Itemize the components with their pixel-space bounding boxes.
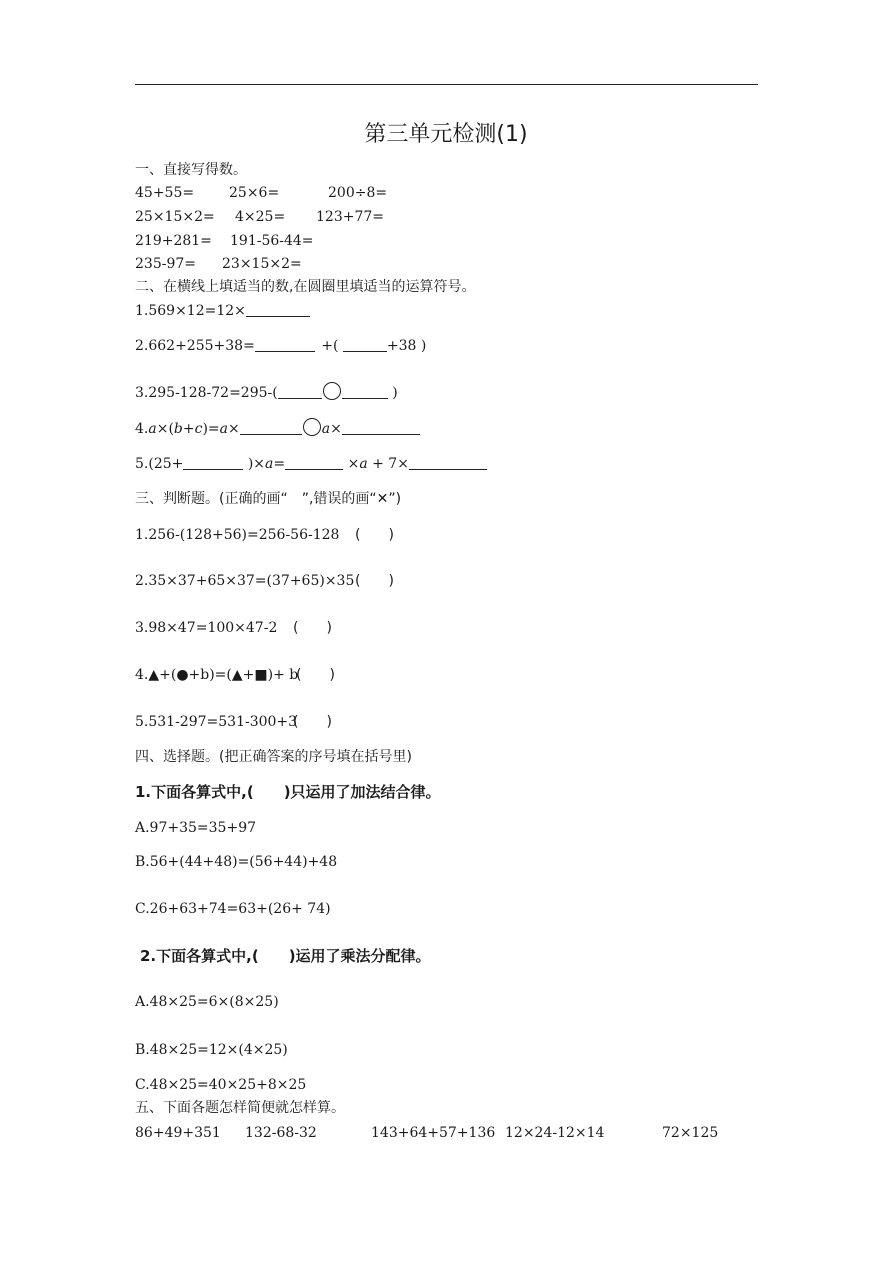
q-text: 2.662+255+38= xyxy=(135,338,255,354)
q-text: × xyxy=(347,456,360,472)
q-text: 4. xyxy=(135,421,149,437)
q-text: + 7× xyxy=(372,456,409,472)
section-1-heading: 一、直接写得数。 xyxy=(135,162,247,178)
s2-question-5 xyxy=(135,455,487,473)
q-text: 1.256-(128+56)=256-56-128 xyxy=(135,527,340,543)
s2-question-1 xyxy=(135,302,310,320)
operator-circle[interactable] xyxy=(323,382,341,400)
answer-blank[interactable] xyxy=(342,384,388,399)
q-text: + xyxy=(182,421,195,437)
s1-item: 4×25= xyxy=(235,209,286,225)
judge-item xyxy=(135,572,354,590)
s1-item: 235-97= xyxy=(135,256,196,272)
answer-paren[interactable]: ( ) xyxy=(355,573,394,589)
calc-item: 132-68-32 xyxy=(245,1125,317,1141)
calc-item: 72×125 xyxy=(662,1125,719,1141)
choice-option[interactable]: C.48×25=40×25+8×25 xyxy=(135,1077,307,1093)
choice-question-2: 2.下面各算式中,( )运用了乘法分配律。 xyxy=(140,947,431,965)
s1-item: 191-56-44= xyxy=(230,233,314,249)
s1-item: 219+281= xyxy=(135,233,212,249)
answer-blank[interactable] xyxy=(343,337,387,352)
q-text: 2.35×37+65×37=(37+65)×35 xyxy=(135,573,355,589)
q-text: 3.295-128-72=295-( xyxy=(135,385,278,401)
answer-blank[interactable] xyxy=(278,384,322,399)
choice-option[interactable]: B.56+(44+48)=(56+44)+48 xyxy=(135,854,338,870)
q-text: )= xyxy=(202,421,220,437)
answer-paren[interactable]: ( ) xyxy=(293,620,332,636)
answer-blank[interactable] xyxy=(240,420,302,435)
s2-question-3 xyxy=(135,382,398,402)
operator-circle[interactable] xyxy=(303,418,321,436)
s2-question-4 xyxy=(135,418,420,438)
s1-item: 200÷8= xyxy=(328,185,388,201)
calc-item: 143+64+57+136 xyxy=(371,1125,496,1141)
section-3-heading: 三、判断题。(正确的画“ ”,错误的画“✕”) xyxy=(135,491,402,507)
answer-paren[interactable]: ( ) xyxy=(355,527,394,543)
variable: b xyxy=(173,421,183,437)
answer-blank[interactable] xyxy=(246,302,310,317)
q-text: 4.▲+(●+b)=(▲+■)+ b xyxy=(135,667,299,683)
s2-question-2 xyxy=(135,337,426,355)
q-text: +( xyxy=(321,338,339,354)
variable: a xyxy=(219,421,229,437)
judge-item xyxy=(135,526,339,544)
judge-item xyxy=(135,713,297,731)
answer-paren[interactable]: ( ) xyxy=(293,714,332,730)
judge-item xyxy=(135,619,277,637)
answer-paren[interactable]: ( ) xyxy=(296,667,335,683)
q-text: × xyxy=(330,421,342,437)
q-text: ×( xyxy=(156,421,174,437)
judge-item xyxy=(135,666,298,684)
s1-item: 25×6= xyxy=(229,185,280,201)
s1-item: 23×15×2= xyxy=(222,256,302,272)
answer-blank[interactable] xyxy=(255,337,315,352)
variable: a xyxy=(148,421,157,437)
answer-blank[interactable] xyxy=(342,420,420,435)
section-4-heading: 四、选择题。(把正确答案的序号填在括号里) xyxy=(135,749,412,765)
calc-item: 12×24-12×14 xyxy=(505,1125,605,1141)
choice-option[interactable]: C.26+63+74=63+(26+ 74) xyxy=(135,901,331,917)
q-text: 5.(25+ xyxy=(135,456,184,472)
q-text: +38 ) xyxy=(386,338,427,354)
header-rule xyxy=(135,84,758,85)
s1-item: 123+77= xyxy=(316,209,384,225)
section-2-heading: 二、在横线上填适当的数,在圆圈里填适当的运算符号。 xyxy=(135,279,476,295)
answer-blank[interactable] xyxy=(409,455,487,470)
q-text: ) xyxy=(392,385,398,401)
variable: a xyxy=(321,421,331,437)
choice-option[interactable]: A.97+35=35+97 xyxy=(135,820,257,836)
q-text: 5.531-297=531-300+3 xyxy=(135,714,298,730)
choice-option[interactable]: B.48×25=12×(4×25) xyxy=(135,1042,288,1058)
answer-blank[interactable] xyxy=(183,455,243,470)
answer-blank[interactable] xyxy=(285,455,343,470)
variable: a xyxy=(359,456,368,472)
q-text: 1.569×12=12× xyxy=(135,303,246,319)
s1-item: 45+55= xyxy=(135,185,195,201)
section-5-heading: 五、下面各题怎样简便就怎样算。 xyxy=(135,1100,345,1116)
q-text: = xyxy=(273,456,286,472)
variable: c xyxy=(194,421,203,437)
calc-item: 86+49+351 xyxy=(135,1125,221,1141)
variable: a xyxy=(265,456,274,472)
choice-option[interactable]: A.48×25=6×(8×25) xyxy=(135,994,279,1010)
q-text: × xyxy=(228,421,240,437)
q-text: )× xyxy=(247,456,266,472)
page-title: 第三单元检测(1) xyxy=(364,122,528,147)
choice-question-1: 1.下面各算式中,( )只运用了加法结合律。 xyxy=(135,783,441,801)
s1-item: 25×15×2= xyxy=(135,209,215,225)
q-text: 3.98×47=100×47-2 xyxy=(135,620,278,636)
